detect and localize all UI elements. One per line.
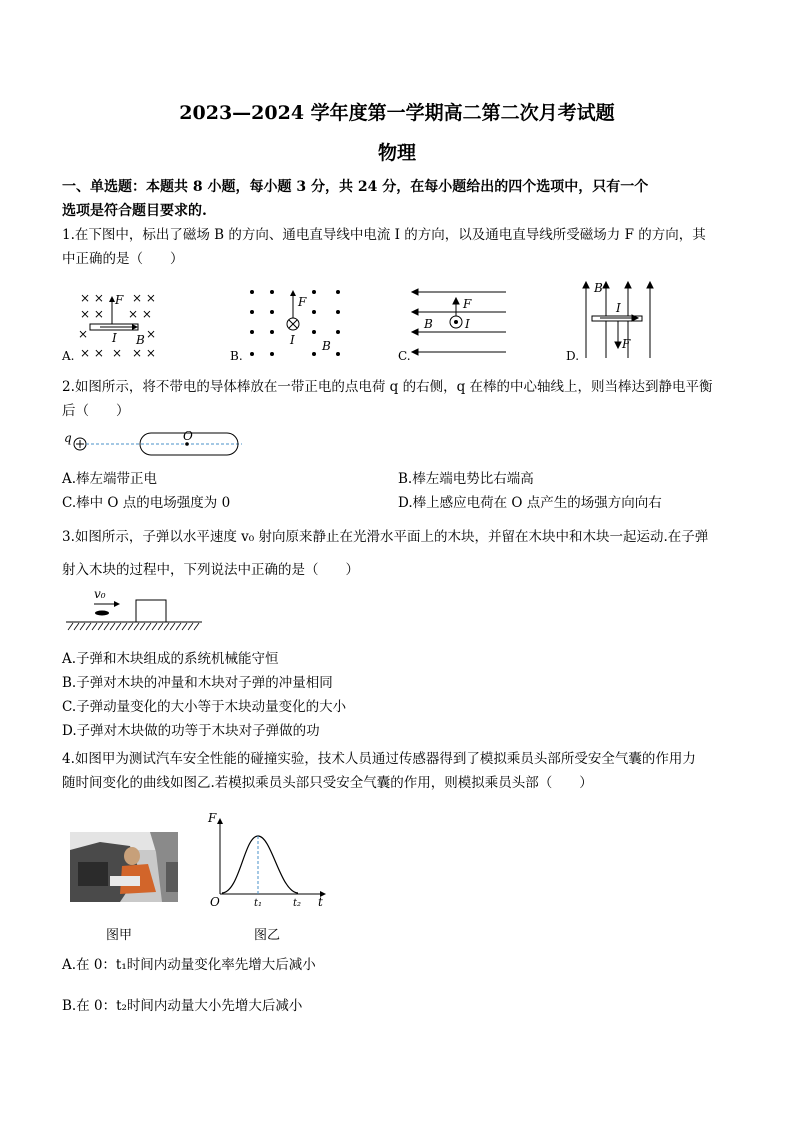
svg-text:B: B (322, 339, 331, 353)
svg-text:× ×: × × (80, 346, 104, 360)
svg-text:I: I (290, 333, 295, 347)
q1-figure-a (78, 291, 156, 360)
q2-stem-line2: 后（ ） (62, 403, 130, 419)
q2-option-b: B.棒左端电势比右端高 (398, 471, 534, 487)
svg-text:t: t (318, 895, 323, 908)
q3-option-b: B.子弹对木块的冲量和木块对子弹的冲量相同 (62, 675, 333, 691)
q1-stem-line2: 中正确的是（ ） (62, 251, 184, 267)
q3-velocity-label: v₀ (94, 587, 106, 601)
q1-option-a-label: A. (62, 349, 75, 363)
svg-text:× ×: × × (132, 291, 156, 305)
svg-text:× ×: × × (128, 307, 152, 321)
svg-text:F: F (622, 337, 631, 351)
figure-a-caption: 图甲 (106, 928, 133, 943)
svg-text:O: O (210, 895, 220, 908)
q2-figure (60, 428, 250, 460)
svg-text:F: F (463, 297, 472, 311)
force-time-graph (200, 808, 330, 908)
svg-text:F: F (298, 295, 307, 309)
svg-text:× ×: × × (80, 291, 104, 305)
q1-stem-line1: 1.在下图中，标出了磁场 B 的方向、通电直导线中电流 I 的方向，以及通电直导线所受磁场力 F 的方向，其 (62, 227, 706, 243)
svg-text:F: F (208, 811, 217, 825)
q4-option-a: A.在 0：t₁时间内动量变化率先增大后减小 (62, 957, 316, 973)
svg-text:B: B (424, 317, 433, 331)
bullet (95, 611, 109, 616)
crash-test-photo (70, 832, 178, 902)
q3-figure (64, 586, 206, 634)
svg-text:×: × (112, 346, 123, 360)
svg-text:B: B (136, 333, 145, 347)
q1-figures (60, 280, 700, 365)
figure-b-caption: 图乙 (254, 928, 281, 943)
svg-text:t₂: t₂ (293, 898, 302, 908)
svg-text:× ×: × × (80, 307, 104, 321)
q2-stem-line1: 2.如图所示，将不带电的导体棒放在一带正电的点电荷 q 的右侧，q 在棒的中心轴线上，则当棒达到静电平衡 (62, 379, 713, 395)
q2-charge-label: q (64, 431, 72, 445)
q1-option-d-label: D. (566, 349, 580, 363)
svg-text:I: I (465, 317, 470, 331)
svg-text:×: × (146, 327, 157, 341)
svg-text:×: × (78, 327, 89, 341)
section-heading-line1: 一、单选题：本题共 8 小题，每小题 3 分，共 24 分，在每小题给出的四个选项中，只有一个 (62, 179, 649, 195)
svg-text:B: B (594, 281, 603, 295)
q4-stem-line1: 4.如图甲为测试汽车安全性能的碰撞实验，技术人员通过传感器得到了模拟乘员头部所受安全气囊的作用力 (62, 751, 696, 767)
q2-option-c: C.棒中 O 点的电场强度为 0 (62, 495, 231, 511)
q1-figure-b (250, 290, 340, 356)
wooden-block (136, 600, 166, 622)
section-heading-line2: 选项是符合题目要求的. (62, 203, 207, 219)
q4-option-b: B.在 0：t₂时间内动量大小先增大后减小 (62, 998, 303, 1014)
q4-stem-line2: 随时间变化的曲线如图乙.若模拟乘员头部只受安全气囊的作用，则模拟乘员头部（ ） (62, 775, 593, 791)
q3-stem-line1: 3.如图所示，子弹以水平速度 v₀ 射向原来静止在光滑水平面上的木块，并留在木块中和木块一起运动.在子弹 (62, 529, 709, 545)
q2-option-d: D.棒上感应电荷在 O 点产生的场强方向向右 (398, 495, 662, 511)
svg-text:I: I (112, 331, 117, 345)
q1-option-c-label: C. (398, 349, 411, 363)
subject-title: 物理 (377, 142, 416, 164)
svg-text:I: I (616, 301, 621, 315)
svg-text:F: F (115, 293, 124, 307)
svg-text:× ×: × × (132, 346, 156, 360)
svg-text:t₁: t₁ (254, 898, 263, 908)
q3-stem-line2: 射入木块的过程中，下列说法中正确的是（ ） (62, 562, 359, 578)
q2-option-a: A.棒左端带正电 (62, 471, 158, 487)
q2-point-o-label: O (183, 429, 193, 443)
q3-option-a: A.子弹和木块组成的系统机械能守恒 (62, 651, 279, 667)
exam-title: 2023—2024 学年度第一学期高二第二次月考试题 (179, 102, 615, 124)
q1-option-b-label: B. (230, 349, 243, 363)
q3-option-c: C.子弹动量变化的大小等于木块动量变化的大小 (62, 699, 347, 715)
q3-option-d: D.子弹对木块做的功等于木块对子弹做的功 (62, 723, 320, 739)
force-curve (222, 836, 298, 893)
